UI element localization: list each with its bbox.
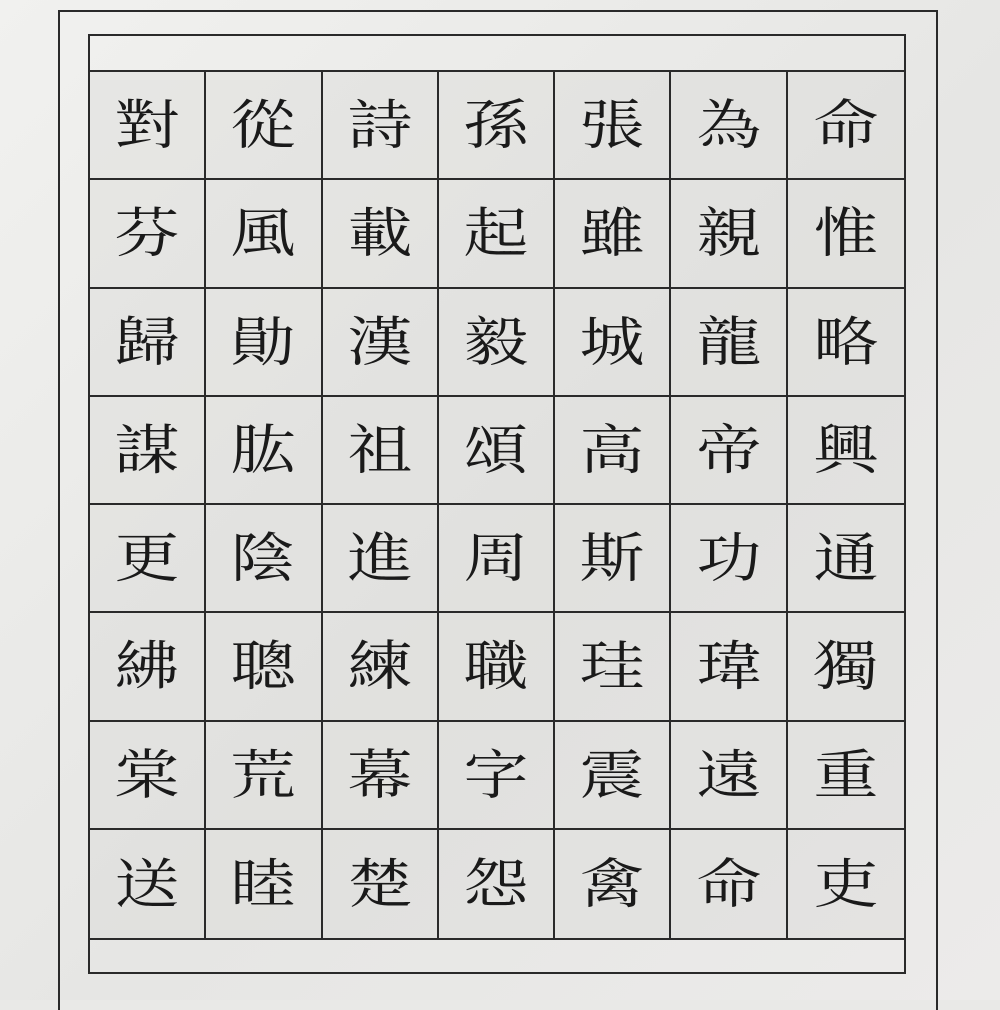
character: 進: [347, 526, 413, 590]
grid-cell: [323, 722, 439, 830]
grid-cell: [90, 397, 206, 505]
grid-cell: [90, 72, 206, 180]
character: 送: [114, 852, 180, 916]
character: 從: [230, 93, 296, 157]
grid-cell: [323, 505, 439, 613]
grid-cell: [90, 289, 206, 397]
grid-cell: [788, 722, 904, 830]
character: 毅: [463, 310, 529, 373]
grid-cell: [206, 72, 322, 180]
grid-cell: [788, 613, 904, 721]
character: 睦: [230, 852, 296, 916]
grid-cell: [439, 613, 555, 721]
character: 歸: [114, 310, 180, 373]
grid-cell: [206, 397, 322, 505]
character: 謀: [114, 418, 180, 482]
character: 怨: [463, 852, 529, 916]
character: 吏: [813, 852, 879, 916]
grid-cell: [671, 397, 787, 505]
grid-cell: [555, 180, 671, 288]
grid-cell: [323, 180, 439, 288]
character: 通: [813, 526, 879, 590]
character: 紼: [114, 635, 180, 698]
character: 重: [813, 743, 879, 806]
grid-cell: [323, 289, 439, 397]
grid-cell: [323, 613, 439, 721]
character: 荒: [230, 743, 296, 806]
character: 風: [230, 202, 296, 265]
character: 周: [463, 526, 529, 590]
character: 斯: [579, 526, 645, 590]
grid-cell: [206, 830, 322, 938]
character: 對: [114, 93, 180, 157]
grid-cell: [671, 830, 787, 938]
grid-cell: [555, 613, 671, 721]
grid-cell: [555, 505, 671, 613]
character-grid: [90, 72, 904, 938]
character: 瑋: [696, 635, 762, 698]
character: 城: [579, 310, 645, 373]
grid-cell: [555, 289, 671, 397]
grid-cell: [671, 722, 787, 830]
character: 練: [347, 635, 413, 698]
character: 職: [463, 635, 529, 698]
character: 祖: [347, 418, 413, 482]
character: 惟: [813, 202, 879, 265]
character: 載: [347, 202, 413, 265]
character: 聰: [230, 635, 296, 698]
grid-cell: [323, 72, 439, 180]
character: 興: [813, 418, 879, 482]
character: 字: [463, 743, 529, 806]
grid-cell: [90, 180, 206, 288]
character: 珪: [579, 635, 645, 698]
grid-cell: [206, 613, 322, 721]
character: 為: [696, 93, 762, 157]
character: 龍: [696, 310, 762, 373]
grid-cell: [788, 397, 904, 505]
character: 命: [696, 852, 762, 916]
character: 孫: [463, 93, 529, 157]
grid-cell: [439, 505, 555, 613]
character: 張: [579, 93, 645, 157]
grid-cell: [671, 505, 787, 613]
grid-cell: [671, 613, 787, 721]
character: 獨: [813, 635, 879, 698]
character: 頌: [463, 418, 529, 482]
grid-cell: [323, 830, 439, 938]
character: 更: [114, 526, 180, 590]
grid-cell: [439, 830, 555, 938]
character: 禽: [579, 852, 645, 916]
grid-cell: [323, 397, 439, 505]
grid-cell: [439, 180, 555, 288]
grid-cell: [90, 830, 206, 938]
character: 幕: [347, 743, 413, 806]
character: 親: [696, 202, 762, 265]
character: 肱: [230, 418, 296, 482]
grid-cell: [788, 830, 904, 938]
grid-cell: [439, 289, 555, 397]
character: 帝: [696, 418, 762, 482]
top-margin-band: [90, 36, 904, 72]
character: 芬: [114, 202, 180, 265]
grid-cell: [671, 72, 787, 180]
character: 陰: [230, 526, 296, 590]
grid-cell: [439, 722, 555, 830]
character: 命: [813, 93, 879, 157]
grid-cell: [555, 722, 671, 830]
grid-cell: [555, 397, 671, 505]
grid-cell: [671, 289, 787, 397]
character: 功: [696, 526, 762, 590]
grid-cell: [90, 613, 206, 721]
character: 起: [463, 202, 529, 265]
grid-cell: [206, 289, 322, 397]
grid-cell: [439, 397, 555, 505]
grid-cell: [439, 72, 555, 180]
grid-cell: [90, 722, 206, 830]
grid-cell: [788, 289, 904, 397]
grid-cell: [788, 180, 904, 288]
calligraphy-grid-frame: [88, 34, 906, 974]
grid-cell: [90, 505, 206, 613]
grid-cell: [555, 72, 671, 180]
character: 楚: [347, 852, 413, 916]
character: 震: [579, 743, 645, 806]
character: 遠: [696, 743, 762, 806]
grid-cell: [206, 180, 322, 288]
grid-cell: [671, 180, 787, 288]
character: 雖: [579, 202, 645, 265]
character: 詩: [347, 93, 413, 157]
character: 略: [813, 310, 879, 373]
character: 棠: [114, 743, 180, 806]
character: 漢: [347, 310, 413, 373]
bottom-margin-band: [90, 938, 904, 972]
grid-cell: [555, 830, 671, 938]
grid-cell: [788, 72, 904, 180]
grid-cell: [788, 505, 904, 613]
character: 勛: [230, 310, 296, 373]
character: 高: [579, 418, 645, 482]
grid-cell: [206, 505, 322, 613]
grid-cell: [206, 722, 322, 830]
